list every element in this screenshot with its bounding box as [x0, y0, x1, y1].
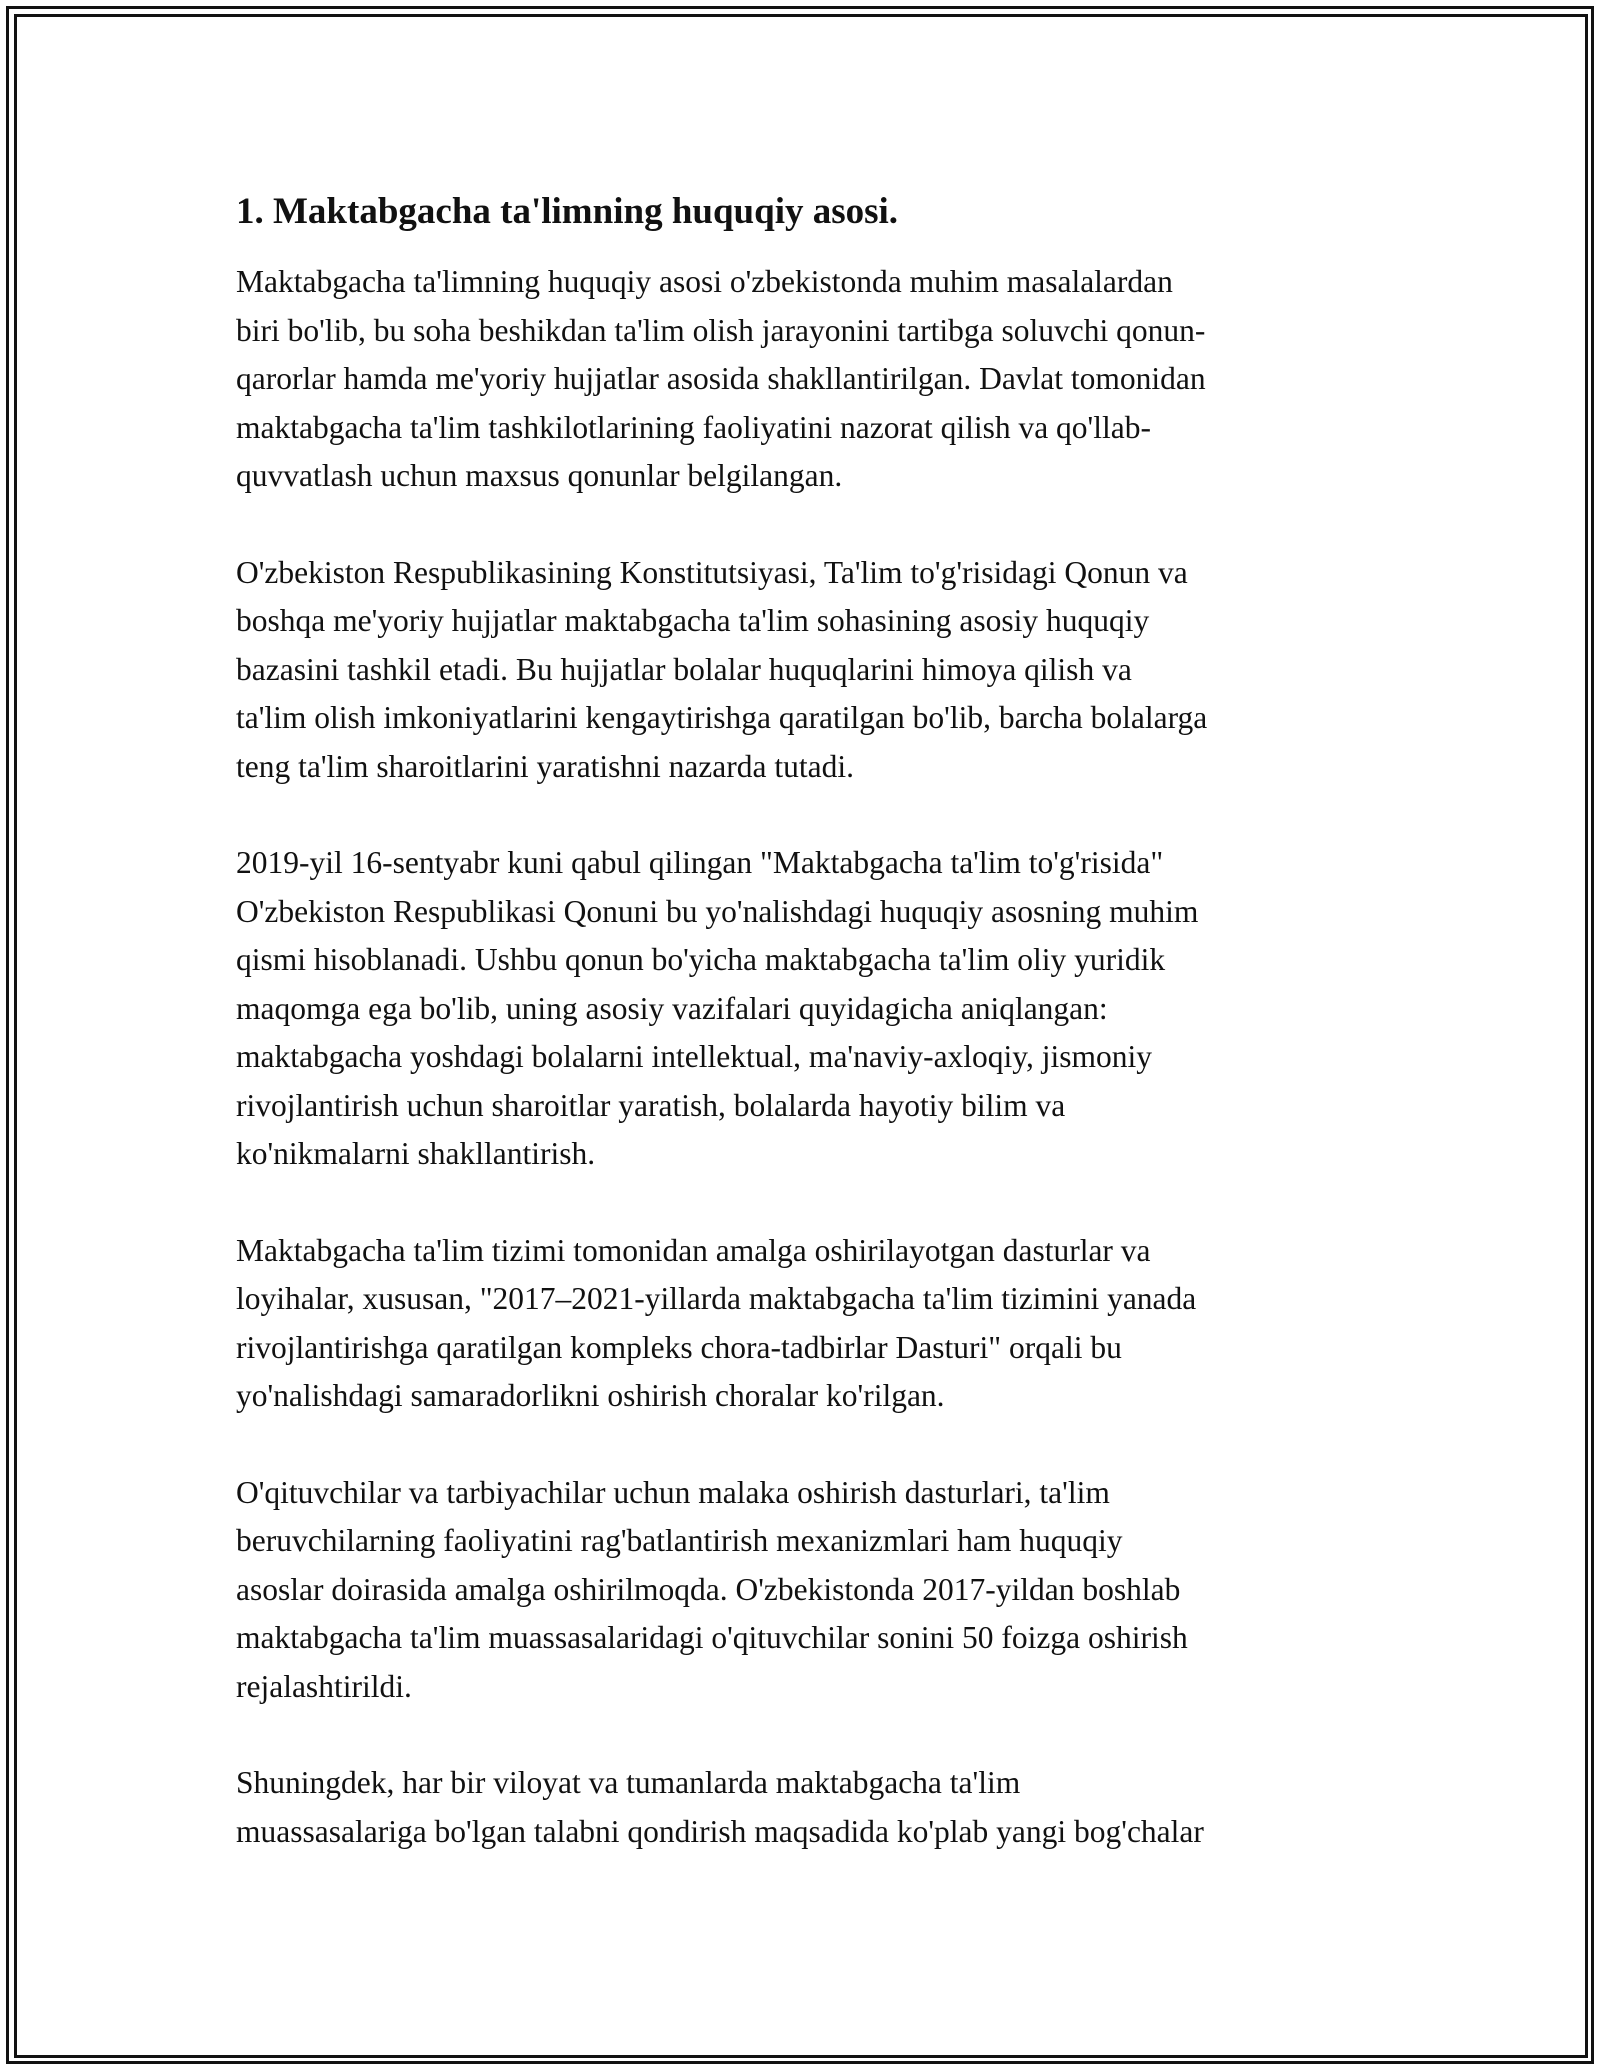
text-line: bazasini tashkil etadi. Bu hujjatlar bolalar huquqlarini himoya qilish va: [236, 651, 1132, 687]
text-line: Maktabgacha ta'limning huquqiy asosi o'zbekistonda muhim masalalardan: [236, 264, 1173, 299]
text-line: boshqa me'yoriy hujjatlar maktabgacha ta'lim sohasining asosiy huquqiy: [236, 603, 1150, 638]
paragraph-6: [236, 1759, 1376, 1856]
text-line: maqomga ega bo'lib, uning asosiy vazifalari quyidagicha aniqlangan:: [236, 990, 1108, 1026]
text-line: O'qituvchilar va tarbiyachilar uchun malaka oshirish dasturlari, ta'lim: [236, 1474, 1110, 1510]
text-line: ko'nikmalarni shakllantirish.: [236, 1136, 596, 1171]
paragraph-1: [236, 258, 1376, 501]
section-heading: 1. Maktabgacha ta'limning huquqiy asosi.: [236, 191, 899, 232]
text-line: yo'nalishdagi samaradorlikni oshirish choralar ko'rilgan.: [236, 1378, 945, 1413]
text-line: beruvchilarning faoliyatini rag'batlantirish mexanizmlari ham huquqiy: [236, 1523, 1123, 1558]
text-line: O'zbekiston Respublikasining Konstitutsiyasi, Ta'lim to'g'risidagi Qonun va: [236, 554, 1188, 590]
text-line: qismi hisoblanadi. Ushbu qonun bo'yicha maktabgacha ta'lim oliy yuridik: [236, 942, 1166, 977]
text-line: teng ta'lim sharoitlarini yaratishni nazarda tutadi.: [236, 748, 854, 784]
paragraph-3: [236, 839, 1376, 1179]
text-line: qarorlar hamda me'yoriy hujjatlar asosida shakllantirilgan. Davlat tomonidan: [236, 361, 1206, 396]
text-line: 2019-yil 16-sentyabr kuni qabul qilingan "Maktabgacha ta'lim to'g'risida": [236, 845, 1164, 880]
text-line: biri bo'lib, bu soha beshikdan ta'lim olish jarayonini tartibga soluvchi qonun-: [236, 312, 1206, 348]
text-line: quvvatlash uchun maxsus qonunlar belgilangan.: [236, 458, 843, 493]
text-line: rivojlantirishga qaratilgan kompleks chora-tadbirlar Dasturi" orqali bu: [236, 1329, 1122, 1365]
text-line: asoslar doirasida amalga oshirilmoqda. O'zbekistonda 2017-yildan boshlab: [236, 1571, 1181, 1607]
text-line: O'zbekiston Respublikasi Qonuni bu yo'nalishdagi huquqiy asosning muhim: [236, 893, 1199, 929]
paragraph-2: [236, 549, 1376, 792]
document-body: [236, 188, 1376, 1904]
text-line: maktabgacha ta'lim tashkilotlarining faoliyatini nazorat qilish va qo'llab-: [236, 409, 1151, 445]
text-line: Shuningdek, har bir viloyat va tumanlarda maktabgacha ta'lim: [236, 1765, 1021, 1800]
text-line: Maktabgacha ta'lim tizimi tomonidan amalga oshirilayotgan dasturlar va: [236, 1232, 1151, 1268]
paragraph-4: [236, 1227, 1376, 1421]
text-line: rivojlantirish uchun sharoitlar yaratish, bolalarda hayotiy bilim va: [236, 1087, 1066, 1123]
text-line: rejalashtirildi.: [236, 1668, 412, 1704]
text-line: loyihalar, xususan, "2017–2021-yillarda maktabgacha ta'lim tizimini yanada: [236, 1281, 1197, 1316]
text-line: ta'lim olish imkoniyatlarini kengaytirishga qaratilgan bo'lib, barcha bolalarga: [236, 700, 1208, 735]
text-line: maktabgacha yoshdagi bolalarni intellektual, ma'naviy-axloqiy, jismoniy: [236, 1039, 1153, 1074]
text-line: maktabgacha ta'lim muassasalaridagi o'qituvchilar sonini 50 foizga oshirish: [236, 1620, 1188, 1655]
text-line: muassasalariga bo'lgan talabni qondirish maqsadida ko'plab yangi bog'chalar: [236, 1813, 1204, 1849]
paragraph-5: [236, 1469, 1376, 1712]
